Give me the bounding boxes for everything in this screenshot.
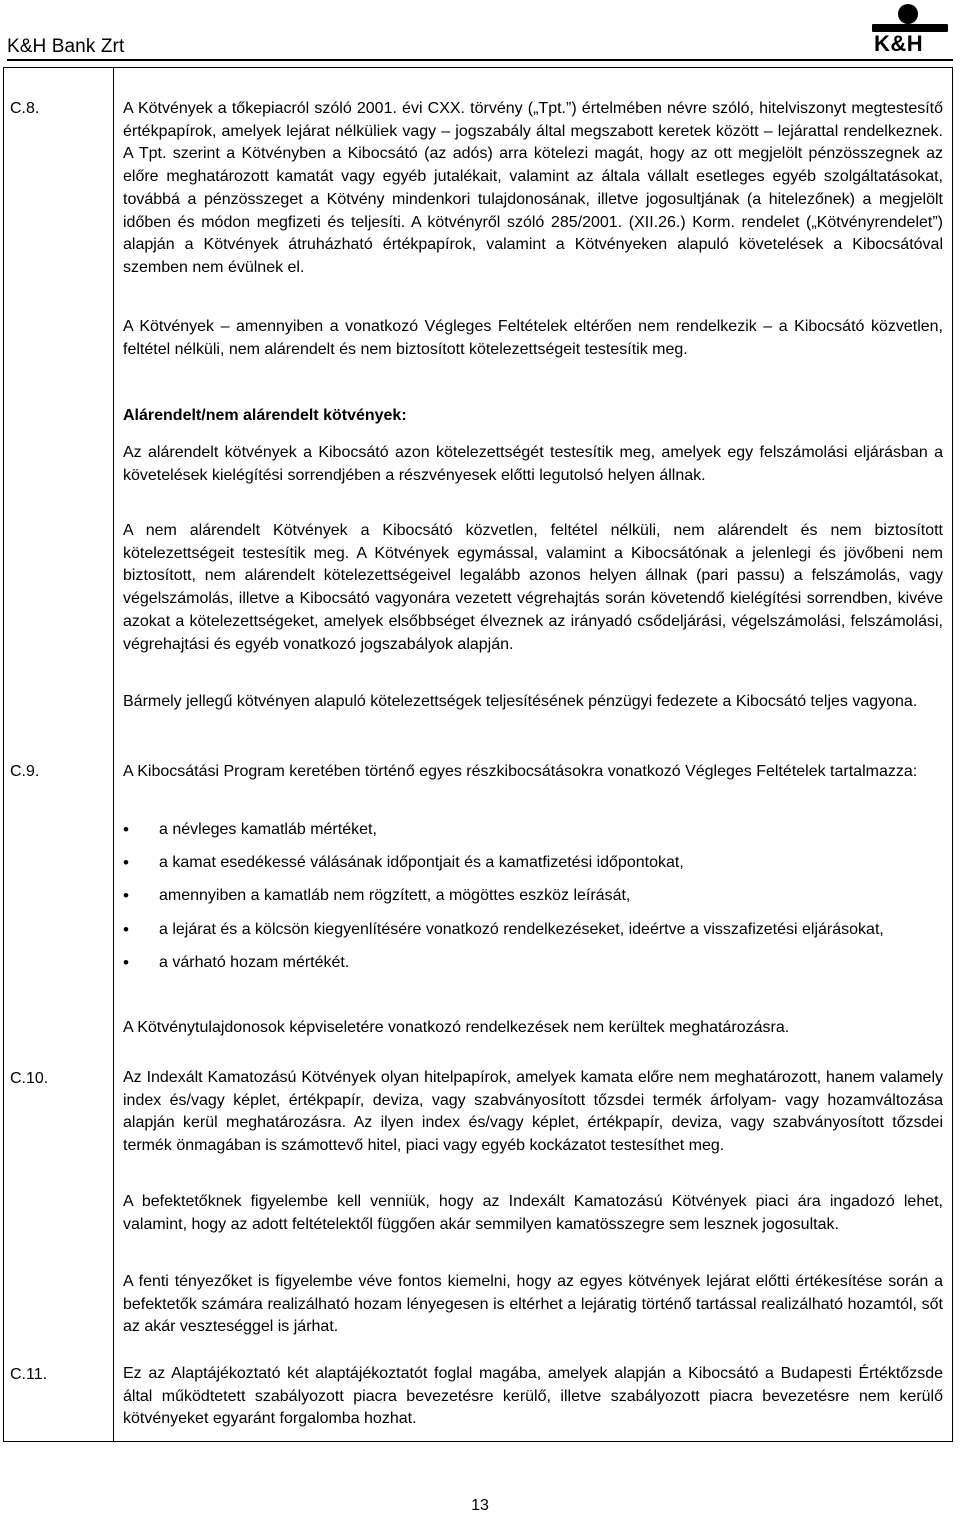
- c9-bullet-list: [123, 819, 943, 985]
- list-item: • a várható hozam mértékét.: [123, 952, 943, 975]
- header-rule: [7, 59, 953, 61]
- c10-paragraph-1: Az Indexált Kamatozású Kötvények olyan hitelpapírok, amelyek kamata előre nem meghatározott, hanem valamely index és/vagy képlet, értékpapír, deviza, vagy szabványosított tőzsdei termék árfolyam- vagy hozamváltozása alapján kerül meghatározásra. Az ilyen index és/vagy képlet, értékpapír, deviza, vagy szabványosított tőzsdei termék önmagában is számottevő hitel, piaci vagy egyéb kockázatot testesíthet meg.: [123, 1069, 943, 1155]
- c10-paragraph-2: A befektetőknek figyelembe kell venniük, hogy az Indexált Kamatozású Kötvények piaci ára ingadozó lehet, valamint, hogy az adott feltételektől függően akár semmilyen kamatösszegre sem lesznek jogosultak.: [123, 1193, 943, 1233]
- section-label-c8: C.8.: [10, 100, 40, 117]
- c9-intro: A Kibocsátási Program keretében történő egyes részkibocsátásokra vonatkozó Végleges Feltételek tartalmazza:: [123, 763, 918, 780]
- logo-disc: [898, 4, 918, 24]
- c11-paragraph-1: Ez az Alaptájékoztató két alaptájékoztatót foglal magába, amelyek alapján a Kibocsátó a Budapesti Értéktőzsde által működtetett szabályozott piacra bevezetésre kerülő, illetve szabályozott piacra bevezetésre nem kerülő kötvényeket egyaránt forgalomba hozhat.: [123, 1365, 943, 1428]
- section-label-c11: C.11.: [10, 1366, 48, 1383]
- c8-heading: [123, 405, 943, 428]
- column-divider: [113, 68, 114, 1441]
- list-item: • a névleges kamatláb mértéket,: [123, 819, 943, 842]
- c10-paragraph-3: A fenti tényezőket is figyelembe véve fontos kiemelni, hogy az egyes kötvények lejárat előtti értékesítése során a befektetők számára realizálható hozam lényegesen is eltérhet a lejáratig történő tartással realizálható hozamtól, sőt az akár veszteséggel is járhat.: [123, 1273, 943, 1336]
- list-item: • amennyiben a kamatláb nem rögzített, a mögöttes eszköz leírását,: [123, 885, 943, 908]
- c8-paragraph-1: A Kötvények a tőkepiacról szóló 2001. évi CXX. törvény („Tpt.”) értelmében névre szóló, hitelviszonyt megtestesítő értékpapírok, amelyek lejárat nélküliek vagy – jogszabály által megszabott keretek között – lejárattal rendelkeznek. A Tpt. szerint a Kötvényben a Kibocsátó (az adós) arra kötelezi magát, hogy az ott megjelölt pénzösszegnek az előre meghatározott kamatát vagy egyéb jutalékait, valamint az általa vállalt esetleges egyéb szolgáltatásokat, továbbá a pénzösszeget a Kötvény mindenkori tulajdonosának, illetve jogosultjának (a hitelezőnek) a megjelölt időben és módon megfizeti és teljesíti. A kötvényről szóló 285/2001. (XII.26.) Korm. rendelet („Kötvényrendelet”) alapján a Kötvények átruházható értékpapírok, valamint a Kötvényeken alapuló követelések a Kibocsátóval szemben nem évülnek el.: [123, 100, 943, 276]
- c8-paragraph-3: Az alárendelt kötvények a Kibocsátó azon kötelezettségét testesítik meg, amelyek egy felszámolási eljárásban a követelések kielégítési sorrendjében a részvényesek előtti legutolsó helyen állnak.: [123, 444, 943, 484]
- list-item: • a kamat esedékessé válásának időpontjait és a kamatfizetési időpontokat,: [123, 852, 943, 875]
- c9-outro: A Kötvénytulajdonosok képviseletére vonatkozó rendelkezések nem kerültek meghatározásra.: [123, 1019, 790, 1036]
- c8-paragraph-5: Bármely jellegű kötvényen alapuló kötelezettségek teljesítésének pénzügyi fedezete a Kibocsátó teljes vagyona.: [123, 693, 918, 710]
- logo-text: K&H: [874, 31, 924, 56]
- section-label-c10: C.10.: [10, 1070, 49, 1087]
- c8-paragraph-4: A nem alárendelt Kötvények a Kibocsátó közvetlen, feltétel nélküli, nem alárendelt és nem biztosított kötelezettségeit testesítik meg. A Kötvények egymással, valamint a Kibocsátónak a jelenlegi és jövőbeni nem biztosított, nem alárendelt kötelezettségeivel legalább azonos helyen állnak (pari passu) a felszámolás, vagy végelszámolás, illetve a Kibocsátó vagyonára vezetett végrehajtás során követendő kielégítési sorrendben, kivéve azokat a kötelezettségeket, amelyek elsőbbséget élveznek az irányadó csődeljárási, végelszámolási, felszámolási, végrehajtási és egyéb vonatkozó jogszabályok alapján.: [123, 522, 943, 653]
- page-number: 13: [471, 1497, 489, 1514]
- c8-paragraph-2: A Kötvények – amennyiben a vonatkozó Végleges Feltételek eltérően nem rendelkezik – a Kibocsátó közvetlen, feltétel nélküli, nem alárendelt és nem biztosított kötelezettségeit testesítik meg.: [123, 318, 943, 358]
- bank-name: K&H Bank Zrt: [7, 36, 125, 57]
- list-item: • a lejárat és a kölcsön kiegyenlítésére vonatkozó rendelkezéseket, ideértve a visszafizetési eljárásokat,: [123, 919, 943, 942]
- c8-heading-text: Alárendelt/nem alárendelt kötvények:: [123, 407, 407, 424]
- kh-logo: [872, 4, 948, 56]
- section-label-c9: C.9.: [10, 763, 40, 780]
